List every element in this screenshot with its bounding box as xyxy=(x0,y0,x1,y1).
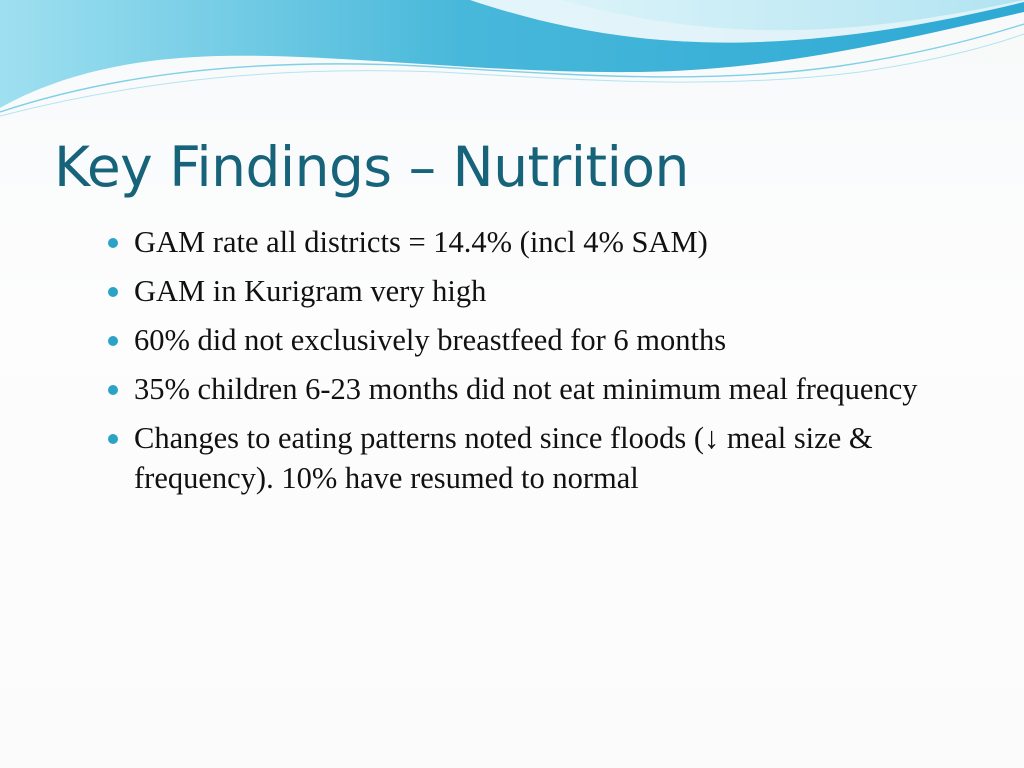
slide-title: Key Findings – Nutrition xyxy=(54,135,689,199)
bullet-dot-icon xyxy=(108,238,118,248)
bullet-dot-icon xyxy=(108,287,118,297)
bullet-item xyxy=(108,418,948,498)
bullet-item xyxy=(108,369,948,409)
bullet-dot-icon xyxy=(108,385,118,395)
header-wave-decoration xyxy=(0,0,1024,130)
bullet-text: 60% did not exclusively breastfeed for 6 months xyxy=(134,323,727,357)
bullet-item xyxy=(108,320,948,360)
bullet-dot-icon xyxy=(108,434,118,444)
bullet-text: Changes to eating patterns noted since floods (↓ meal size & frequency). 10% have resumed to normal xyxy=(134,421,873,495)
bullet-list xyxy=(108,222,948,507)
bullet-item xyxy=(108,271,948,311)
bullet-text: GAM rate all districts = 14.4% (incl 4% SAM) xyxy=(134,225,708,259)
bullet-dot-icon xyxy=(108,336,118,346)
bullet-text: 35% children 6-23 months did not eat minimum meal frequency xyxy=(134,372,918,406)
bullet-item xyxy=(108,222,948,262)
bullet-text: GAM in Kurigram very high xyxy=(134,274,487,308)
